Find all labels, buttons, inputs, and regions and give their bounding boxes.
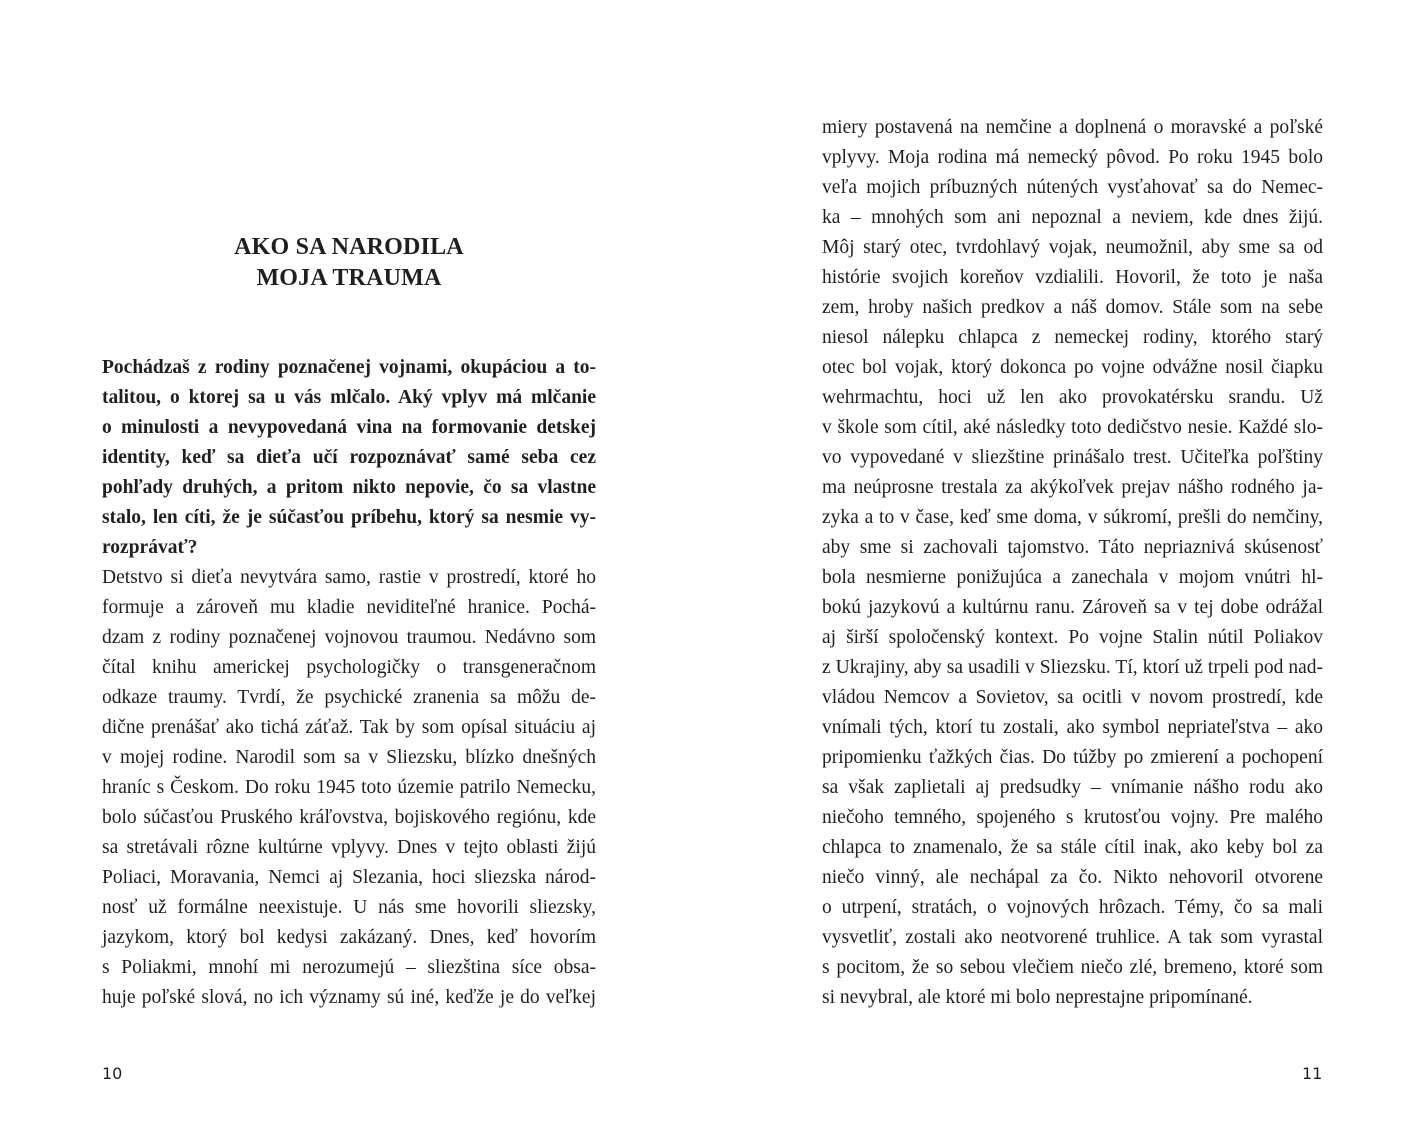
text-line: aby sme si zachovali tajomstvo. Táto nepriaznivá skúsenosť — [822, 537, 1323, 558]
text-line: s Poliakmi, mnohí mi nerozumejú – sliezština síce obsa- — [102, 957, 596, 978]
text-line: ma neúprosne trestala za akýkoľvek prejav nášho rodného ja- — [822, 477, 1323, 498]
body-paragraph — [102, 563, 596, 1013]
chapter-title-line: AKO SA NARODILA — [234, 234, 464, 260]
text-line: pripomienku ťažkých čias. Do túžby po zmierení a pochopení — [822, 747, 1323, 768]
text-line: niečoho temného, spojeného s krutosťou vojny. Pre malého — [822, 807, 1323, 828]
text-line: o utrpení, stratách, o vojnových hrôzach. Témy, čo sa mali — [822, 897, 1323, 918]
text-line: Pochádzaš z rodiny poznačenej vojnami, okupáciou a to- — [102, 357, 596, 378]
text-line: s pocitom, že so sebou vlečiem niečo zlé, bremeno, ktoré som — [822, 957, 1323, 978]
text-line: niečo vinný, ale nechápal za čo. Nikto nehovoril otvorene — [822, 867, 1323, 888]
text-line: identity, keď sa dieťa učí rozpoznávať samé seba cez — [102, 447, 596, 468]
text-line: z Ukrajiny, aby sa usadili v Sliezsku. Tí, ktorí už trpeli pod nad- — [822, 657, 1323, 678]
text-line: huje poľské slová, no ich významy sú iné, keďže je do veľkej — [102, 987, 596, 1008]
text-line: sa stretávali rôzne kultúrne vplyvy. Dnes v tejto oblasti žijú — [102, 837, 596, 858]
text-line: Môj starý otec, tvrdohlavý vojak, neumožnil, aby sme sa od — [822, 237, 1323, 258]
text-line: chlapca to znamenalo, že sa stále cítil inak, ako keby bol za — [822, 837, 1323, 858]
text-line: miery postavená na nemčine a doplnená o moravské a poľské — [822, 117, 1323, 138]
chapter-title-line: MOJA TRAUMA — [256, 265, 442, 291]
text-line: odkaze traumy. Tvrdí, že psychické zranenia sa môžu de- — [102, 687, 596, 708]
text-line: dzam z rodiny poznačenej vojnovou traumou. Nedávno som — [102, 627, 596, 648]
text-line: bola nesmierne ponižujúca a zanechala v mojom vnútri hl- — [822, 567, 1323, 588]
text-line: aj širší spoločenský kontext. Po vojne Stalin nútil Poliakov — [822, 627, 1323, 648]
text-line: formuje a zároveň mu kladie neviditeľné hranice. Pochá- — [102, 597, 596, 618]
text-line: Detstvo si dieťa nevytvára samo, rastie v prostredí, ktoré ho — [102, 567, 596, 588]
text-line: vysvetliť, zostali ako neotvorené truhlice. A tak som vyrastal — [822, 927, 1323, 948]
text-line: vo vypovedané v sliezštine prinášalo trest. Učiteľka poľštiny — [822, 447, 1323, 468]
left-page-text — [102, 353, 596, 1013]
text-line: ka – mnohých som ani nepoznal a neviem, kde dnes žijú. — [822, 207, 1323, 228]
text-line: zem, hroby našich predkov a náš domov. Stále som na sebe — [822, 297, 1323, 318]
text-line: vnímali tých, ktorí tu zostali, ako symbol nepriateľstva – ako — [822, 717, 1323, 738]
text-line: otec bol vojak, ktorý dokonca po vojne odvážne nosil čiapku — [822, 357, 1323, 378]
left-page — [0, 0, 708, 1133]
text-line: pohľady druhých, a pritom nikto nepovie, čo sa vlastne — [102, 477, 596, 498]
text-line: bolo súčasťou Pruského kráľovstva, bojiskového regiónu, kde — [102, 807, 596, 828]
text-line: hraníc s Českom. Do roku 1945 toto územie patrilo Nemecku, — [102, 777, 596, 798]
text-line: v škole som cítil, aké následky toto dedičstvo nesie. Každé slo- — [822, 417, 1323, 438]
text-line: rozprávať? — [102, 537, 198, 558]
text-line: wehrmachtu, hoci už len ako provokatérsku srandu. Už — [822, 387, 1323, 408]
text-line: niesol nálepku chlapca z nemeckej rodiny, ktorého starý — [822, 327, 1323, 348]
text-line: stalo, len cíti, že je súčasťou príbehu, ktorý sa nesmie vy- — [102, 507, 596, 528]
right-page — [708, 0, 1417, 1133]
text-line: v mojej rodine. Narodil som sa v Sliezsku, blízko dnešných — [102, 747, 596, 768]
chapter-title — [102, 232, 596, 294]
text-line: Poliaci, Moravania, Nemci aj Slezania, hoci sliezska národ- — [102, 867, 596, 888]
text-line: nosť už formálne neexistuje. U nás sme hovorili sliezsky, — [102, 897, 596, 918]
text-line: talitou, o ktorej sa u vás mlčalo. Aký vplyv má mlčanie — [102, 387, 596, 408]
text-line: bokú jazykovú a kultúrnu ranu. Zároveň sa v tej dobe odrážal — [822, 597, 1323, 618]
page-number: 10 — [102, 1064, 123, 1083]
text-line: sa však zaplietali aj predsudky – vnímanie nášho rodu ako — [822, 777, 1323, 798]
text-line: zyka a to v čase, keď sme doma, v súkromí, prešli do nemčiny, — [822, 507, 1323, 528]
text-line: veľa mojich príbuzných nútených vysťahovať sa do Nemec- — [822, 177, 1323, 198]
text-line: čítal knihu americkej psychologičky o transgeneračnom — [102, 657, 596, 678]
text-line: vládou Nemcov a Sovietov, sa ocitli v novom prostredí, kde — [822, 687, 1323, 708]
text-line: dične prenášať ako tichá záťaž. Tak by som opísal situáciu aj — [102, 717, 596, 738]
page-number: 11 — [1302, 1064, 1323, 1083]
text-line: histórie svojich koreňov vzdialili. Hovoril, že toto je naša — [822, 267, 1323, 288]
text-line: o minulosti a nevypovedaná vina na formovanie detskej — [102, 417, 596, 438]
text-line: si nevybral, ale ktoré mi bolo neprestajne pripomínané. — [822, 987, 1253, 1008]
body-paragraph — [822, 113, 1323, 1013]
text-line: jazykom, ktorý bol kedysi zakázaný. Dnes, keď hovorím — [102, 927, 596, 948]
right-page-text — [822, 113, 1323, 1013]
intro-paragraph — [102, 353, 596, 563]
text-line: vplyvy. Moja rodina má nemecký pôvod. Po roku 1945 bolo — [822, 147, 1323, 168]
